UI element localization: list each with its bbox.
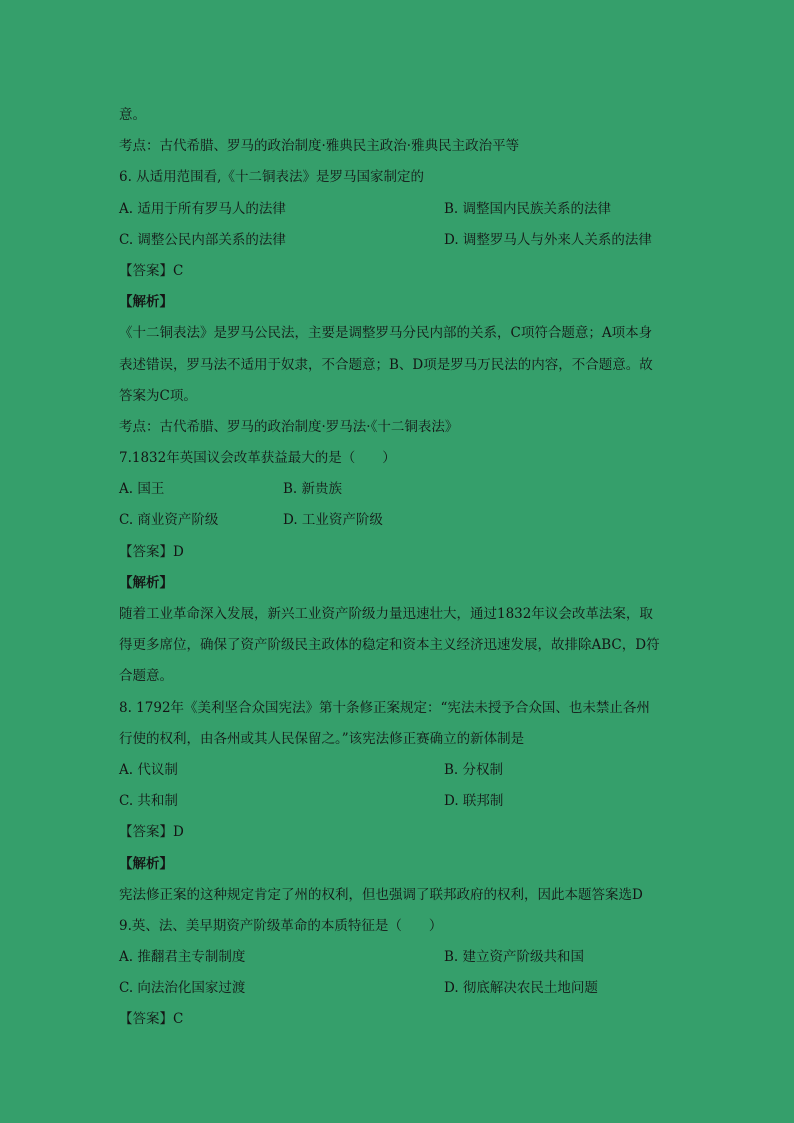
- options-row: [119, 942, 679, 973]
- document-page: [119, 100, 679, 1036]
- option-b: B. 建立资产阶级共和国: [444, 949, 585, 966]
- analysis-text: 答案为C项。: [119, 387, 197, 404]
- options-row: [119, 755, 679, 786]
- analysis-text: 表述错误，罗马法不适用于奴隶，不合题意；B、D项是罗马万民法的内容，不合题意。故: [119, 356, 653, 373]
- question-6: 6. 从适用范围看,《十二铜表法》是罗马国家制定的: [119, 169, 424, 186]
- options-row: [119, 194, 679, 225]
- answer-6: 【答案】C: [119, 262, 184, 279]
- question-8: 8. 1792年《美利坚合众国宪法》第十条修正案规定：“宪法未授予合众国、也未禁止各州: [119, 699, 650, 716]
- analysis-heading: 【解析】: [119, 294, 173, 311]
- text-line: 意。: [119, 107, 146, 123]
- question-9: 9.英、法、美早期资产阶级革命的本质特征是（ ）: [119, 917, 443, 934]
- answer-8: 【答案】D: [119, 824, 184, 841]
- option-b: B. 调整国内民族关系的法律: [444, 200, 612, 217]
- knowledge-point: 考点：古代希腊、罗马的政治制度·罗马法·《十二铜表法》: [119, 418, 459, 435]
- analysis-heading: 【解析】: [119, 855, 173, 872]
- option-d: D. 彻底解决农民土地问题: [444, 980, 598, 997]
- answer-7: 【答案】D: [119, 543, 184, 560]
- option-c: C. 向法治化国家过渡: [119, 980, 246, 997]
- analysis-text: 随着工业革命深入发展，新兴工业资产阶级力量迅速壮大，通过1832年议会改革法案，取: [119, 606, 653, 622]
- question-7: 7.1832年英国议会改革获益最大的是（ ）: [119, 450, 396, 467]
- option-a: A. 代议制: [119, 761, 178, 778]
- analysis-text: 宪法修正案的这种规定肯定了州的权利，但也强调了联邦政府的权利，因此本题答案选D: [119, 886, 643, 903]
- option-a: A. 推翻君主专制制度: [119, 949, 246, 966]
- analysis-text: 得更多席位，确保了资产阶级民主政体的稳定和资本主义经济迅速发展，故排除ABC，D符: [119, 637, 660, 654]
- question-8-cont: 行使的权利，由各州或其人民保留之。”该宪法修正赛确立的新体制是: [119, 730, 525, 747]
- knowledge-point: 考点：古代希腊、罗马的政治制度·雅典民主政治·雅典民主政治平等: [119, 138, 520, 155]
- analysis-heading: 【解析】: [119, 574, 173, 591]
- options-row: [119, 474, 679, 505]
- options-row: [119, 786, 679, 817]
- option-c: C. 调整公民内部关系的法律: [119, 231, 286, 248]
- options-row: [119, 505, 679, 536]
- option-a: A. 国王: [119, 481, 165, 498]
- option-d: D. 调整罗马人与外来人关系的法律: [444, 231, 652, 248]
- option-d: D. 工业资产阶级: [283, 512, 383, 529]
- option-d: D. 联邦制: [444, 793, 504, 810]
- option-b: B. 新贵族: [283, 481, 343, 498]
- answer-9: 【答案】C: [119, 1011, 184, 1028]
- analysis-text: 《十二铜表法》是罗马公民法，主要是调整罗马分民内部的关系，C项符合题意；A项本身: [119, 325, 653, 342]
- option-c: C. 商业资产阶级: [119, 512, 219, 529]
- option-b: B. 分权制: [444, 761, 504, 778]
- analysis-text: 合题意。: [119, 668, 173, 685]
- option-a: A. 适用于所有罗马人的法律: [119, 200, 286, 217]
- options-row: [119, 973, 679, 1004]
- option-c: C. 共和制: [119, 793, 178, 810]
- options-row: [119, 225, 679, 256]
